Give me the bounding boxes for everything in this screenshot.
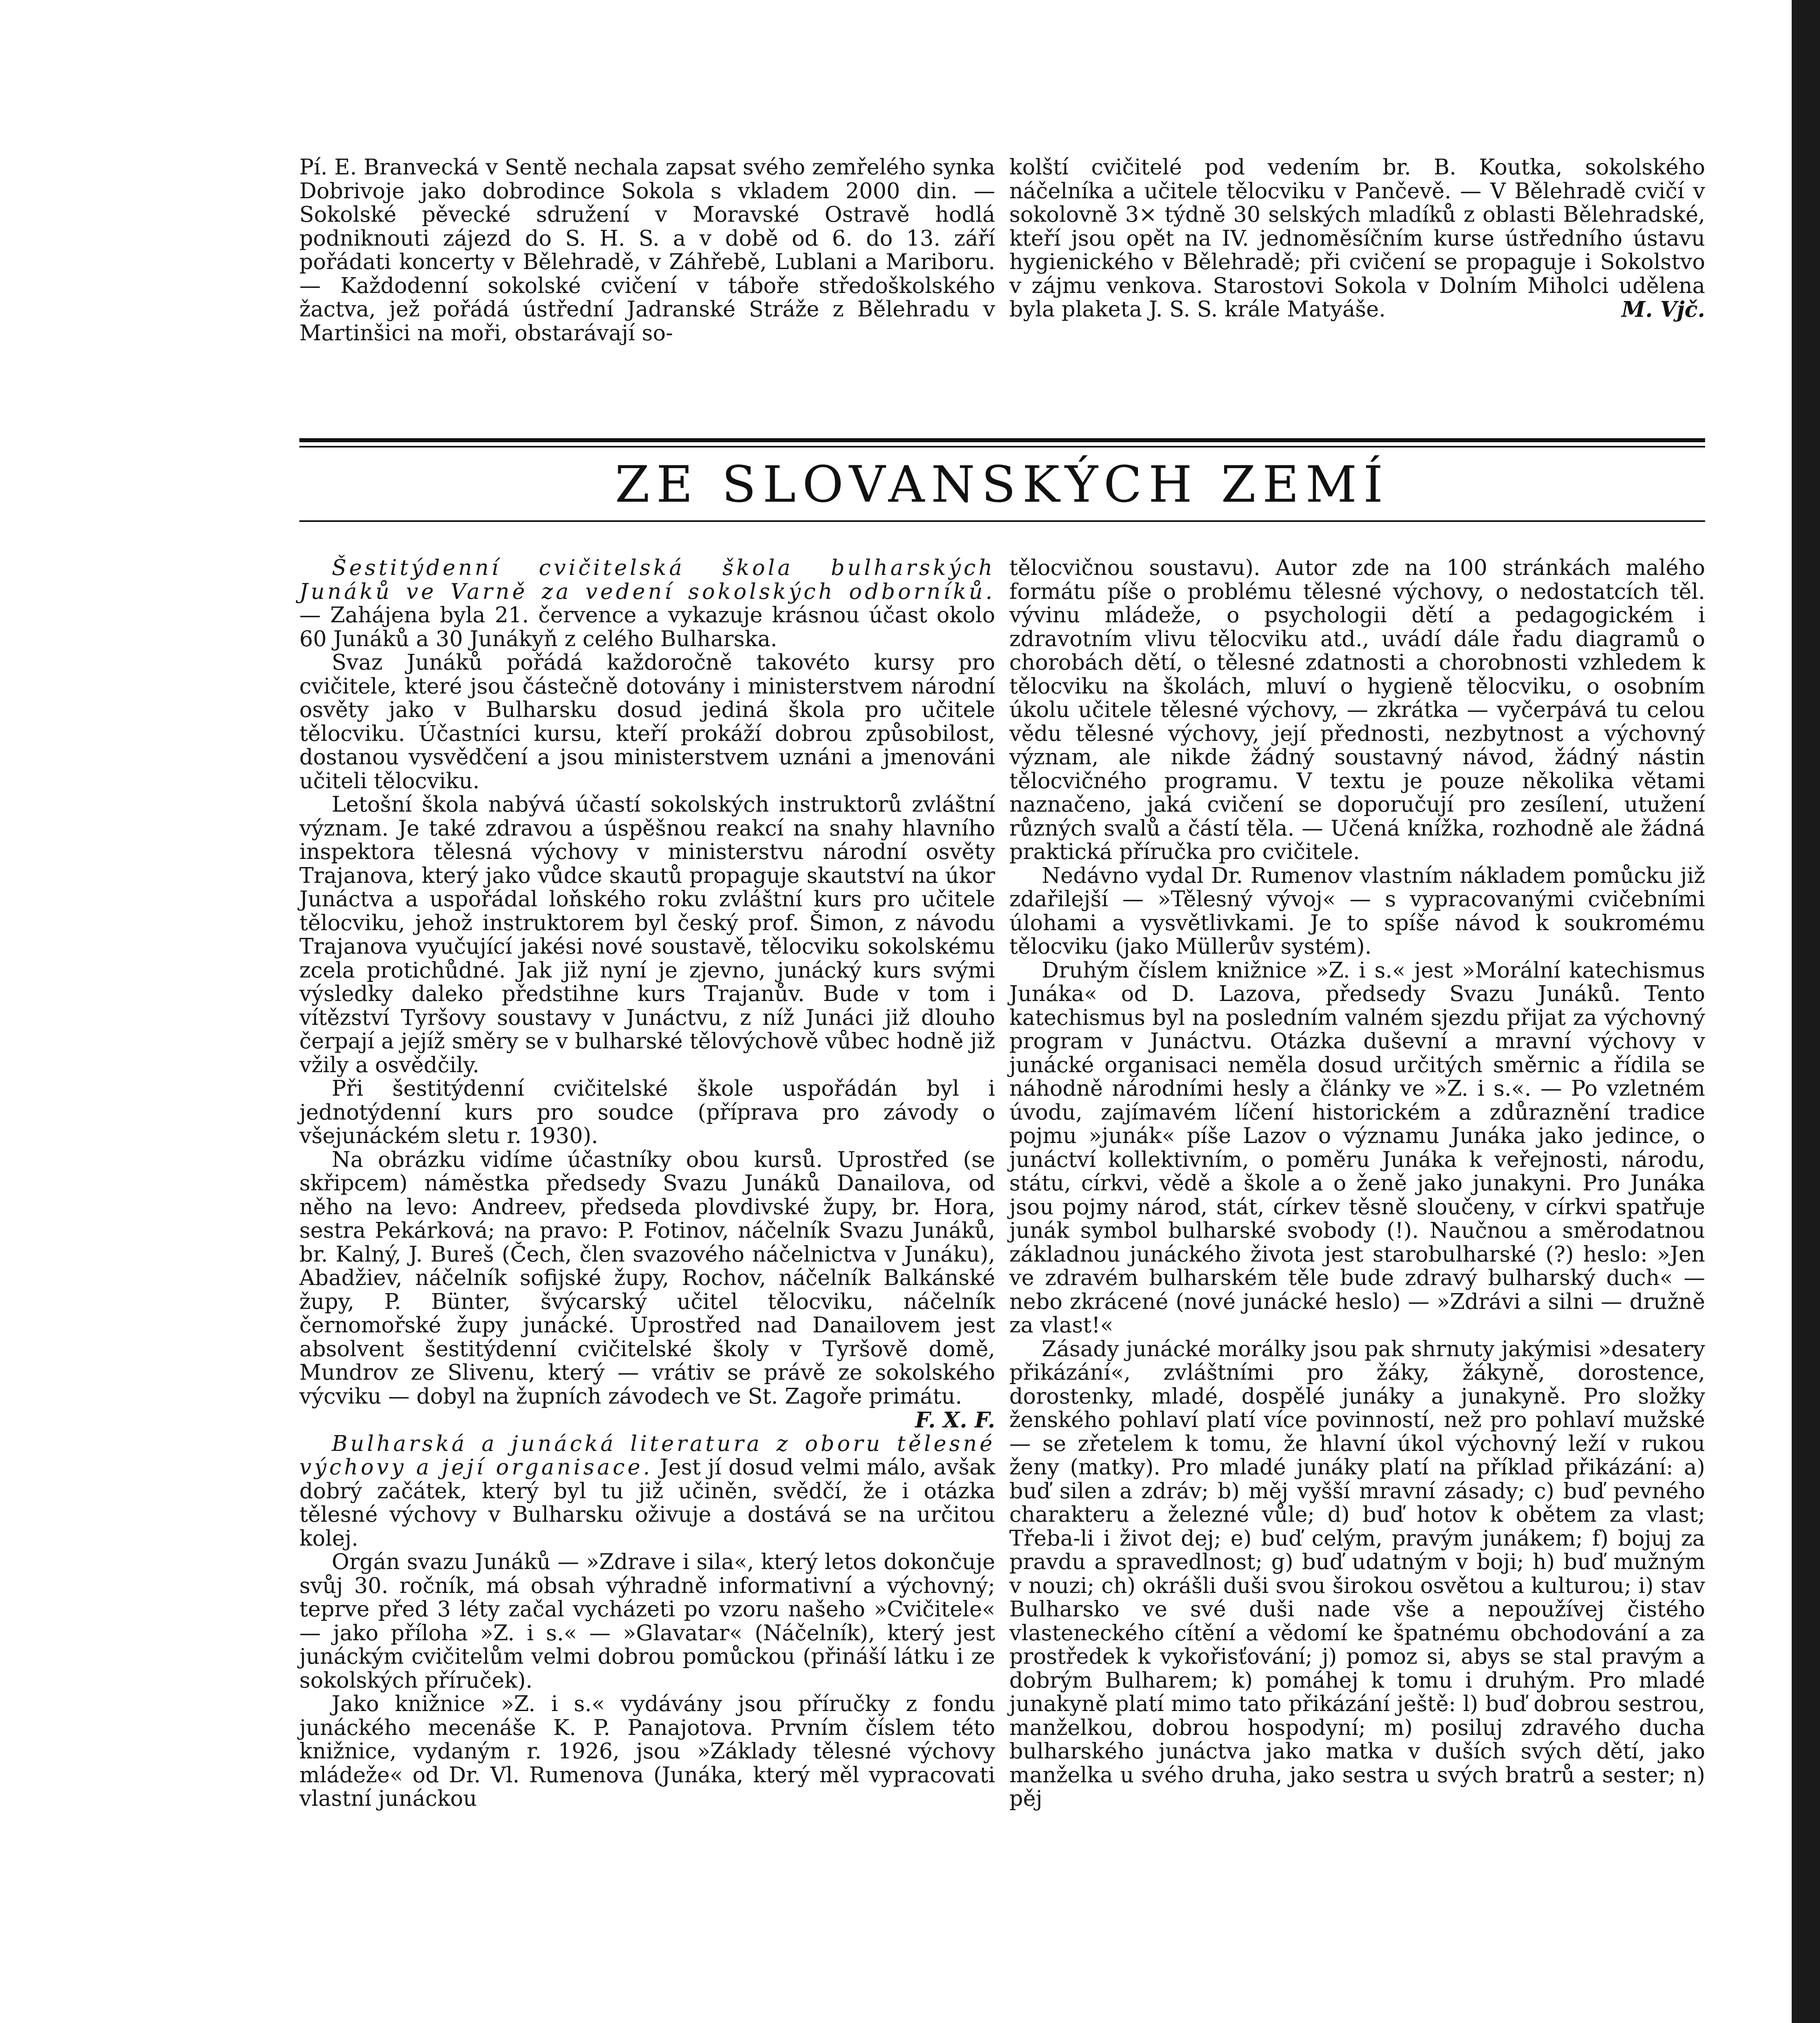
article-paragraph [299, 1147, 995, 1433]
top-left-paragraph: Pí. E. Branvecká v Sentě nechala zapsat svého zemřelého synka Dobrivoje jako dobrodince Sokola s vkladem 2000 din. — Sokolské pěvecké sdružení v Moravské Ostravě hodlá podniknouti zájezd do S. H. S. a v době od 6. do 13. září pořádati koncerty v Bělehradě, v Záhřebě, Lublani a Mariboru. — Každodenní sokolské cvičení v táboře středoškolského žactva, jež pořádá ústřední Jadranské Stráže z Bělehradu v Martinšici na moři, obstarávají so- [299, 155, 995, 346]
main-right-column [1009, 556, 1705, 1811]
section-rule-thin [299, 446, 1705, 447]
article-paragraph: Při šestitýdenní cvičitelské škole uspořádán byl i jednotýdenní kurs pro soudce (příprava pro závody o všejunáckém sletu r. 1930). [299, 1076, 995, 1148]
top-signature: M. Vjč. [1621, 297, 1705, 322]
article-paragraph [299, 1432, 995, 1551]
section-rule-thick [299, 438, 1705, 442]
article-text: — Zahájena byla 21. července a vykazuje krásnou účast okolo 60 Junáků a 30 Junákyň z celého Bulharska. [299, 603, 995, 651]
top-right-paragraph [1009, 156, 1705, 322]
article-paragraph [299, 556, 995, 651]
page-edge-shadow [1792, 0, 1820, 2023]
article-paragraph: Nedávno vydal Dr. Rumenov vlastním nákladem pomůcku již zdařilejší — »Tělesný vývoj« — s vypracovanými cvičebními úlohami a vysvětlivkami. Je to spíše návod k soukromému tělocviku (jako Müllerův systém). [1009, 863, 1705, 959]
article-paragraph: Svaz Junáků pořádá každoročně takovéto kursy pro cvičitele, které jsou částečně dotovány i ministerstvem národní osvěty jako v Bulharsku dosud jediná škola pro učitele tělocviku. Účastníci kursu, kteří prokáží dobrou způsobilost, dostanou vysvědčení a jsou ministerstvem uznáni a jmenováni učiteli tělocviku. [299, 650, 995, 793]
top-left-column [299, 156, 995, 345]
article-paragraph: Druhým číslem knižnice »Z. i s.« jest »Morální katechismus Junáka« od D. Lazova, předsedy Svazu Junáků. Tento katechismus byl na posledním valném sjezdu přijat za výchovný program v Junáctvu. Otázka duševní a mravní výchovy v junácké organisaci neměla dosud určitých směrnic a řídila se náhodně národními hesly a články ve »Z. i s.«. — Po vzletném úvodu, zajímavém líčení historickém a zdůraznění tradice pojmu »junák« píše Lazov o významu Junáka jako jedince, o junáctví kollektivním, o poměru Junáka k veřejnosti, národu, státu, církvi, vědě a škole a o ženě jako junakyni. Pro Junáka jsou pojmy národ, stát, církev těsně sloučeny, v církvi spatřuje junák symbol bulharské svobody (!). Naučnou a směrodatnou základnou junáckého života jest starobulharské (?) heslo: »Jen ve zdravém bulharském těle bude zdravý bulharský duch« — nebo zkrácené (nové junácké heslo) — »Zdrávi a silni — družně za vlast!« [1009, 958, 1705, 1338]
article-text: Na obrázku vidíme účastníky obou kursů. Uprostřed (se skřipcem) náměstka předsedy Svazu Junáků Danailova, od něho na levo: Andreev, předseda plovdivské župy, br. Hora, sestra Pekárková; na pravo: P. Fotinov, náčelník Svazu Junáků, br. Kalný, J. Bureš (Čech, člen svazového náčelnictva v Junáku), Abadžiev, náčelník sofijské župy, Rochov, náčelník Balkánské župy, P. Bünter, švýcarský učitel tělocviku, náčelník černomořské župy junácké. Uprostřed nad Danailovem jest absolvent šestitýdenní cvičitelské školy v Tyršově domě, Mundrov ze Slivenu, který — vrátiv se právě ze sokolského výcviku — dobyl na župních závodech ve St. Zagoře primátu. [299, 1147, 995, 1409]
article-heading: Bulharská a junácká literatura z oboru tělesné výchovy a její organisace. [299, 1431, 995, 1480]
article-heading: Šestitýdenní cvičitelská škola bulharských Junáků ve Varně za vedení sokolských odborníků. [299, 556, 995, 604]
top-right-text: kolští cvičitelé pod vedením br. B. Koutka, sokolského náčelníka a učitele tělocviku v Pančevě. — V Bělehradě cvičí v sokolovně 3× týdně 30 selských mladíků z oblasti Bělehradské, kteří jsou opět na IV. jednoměsíčním kurse ústředního ústavu hygienického v Bělehradě; při cvičení se propaguje i Sokolstvo v zájmu venkova. Starostovi Sokola v Dolním Miholci udělena byla plaketa J. S. S. krále Matyáše. [1009, 155, 1705, 322]
article-paragraph: Zásady junácké morálky jsou pak shrnuty jakýmisi »desatery přikázání«, zvláštními pro žáky, žákyně, dorostence, dorostenky, mladé, dospělé junáky a junakyně. Pro složky ženského pohlaví platí více povinností, než pro pohlaví mužské — se zřetelem k tomu, že hlavní úkol výchovný leží v rukou ženy (matky). Pro mladé junáky platí na příklad přikázání: a) buď silen a zdráv; b) měj vyšší mravní zásady; c) buď pevného charakteru a železné vůle; d) buď hotov k obětem za vlast; Třeba-li i život dej; e) buď celým, pravým junákem; f) bojuj za pravdu a spravedlnost; g) buď udatným v boji; h) buď mužným v nouzi; ch) okrášli duši svou širokou osvětou a kulturou; i) stav Bulharsko ve své duši nade vše a nepoužívej čistého vlasteneckého cítění a vědomí ke špatnému obchodování a za prostředek k vykořisťování; j) pomoz si, abys se stal pravým a dobrým Bulharem; k) pomáhej k tomu i druhým. Pro mladé junakyně platí mimo tato přikázání ještě: l) buď dobrou sestrou, manželkou, dobrou hospodyní; m) posiluj zdravého ducha bulharského junáctva jako matka v duších svých dětí, jako manželka u svého druha, jako sestra u svých bratrů a sester; n) pěj [1009, 1336, 1705, 1811]
article-paragraph: Jako knižnice »Z. i s.« vydávány jsou příručky z fondu junáckého mecenáše K. P. Panajotova. Prvním číslem této knižnice, vydaným r. 1926, jsou »Základy tělesné výchovy mládeže« od Dr. Vl. Rumenova (Junáka, který měl vypracovati vlastní junáckou [299, 1692, 995, 1811]
top-right-column [1009, 156, 1705, 322]
article-text: Jest jí dosud velmi málo, avšak dobrý začátek, který byl tu již učiněn, svědčí, že i otázka tělesné výchovy v Bulharsku oživuje a dostává se na určitou kolej. [299, 1455, 995, 1551]
main-left-column [299, 556, 995, 1811]
section-title: ZE SLOVANSKÝCH ZEMÍ [614, 456, 1390, 514]
article-paragraph: Orgán svazu Junáků — »Zdrave i sila«, který letos dokončuje svůj 30. ročník, má obsah výhradně informativní a výchovný; teprve před 3 léty začal vycházeti po vzoru našeho »Cvičitele« — jako příloha »Z. i s.« — »Glavatar« (Náčelník), který jest junáckým cvičitelům velmi dobrou pomůckou (přináší látku i ze sokolských příruček). [299, 1550, 995, 1693]
article-signature: F. X. F. [915, 1408, 995, 1433]
article-paragraph: tělocvičnou soustavu). Autor zde na 100 stránkách malého formátu píše o problému tělesné výchovy, o nedostatcích těl. vývinu mládeže, o psychologii dětí a pedagogickém i zdravotním vlivu tělocviku atd., uvádí dále řadu diagramů o chorobách dětí, o tělesné zdatnosti a chorobnosti vzhledem k tělocviku na školách, mluví o hygieně tělocviku, o osobním úkolu učitele tělesné výchovy, — zkrátka — vyčerpává tu celou vědu tělesné výchovy, její přednosti, nezbytnost a výchovný význam, ale nikde žádný soustavný návod, žádný nástin tělocvičného programu. V textu je pouze několika větami naznačeno, jaká cvičení se doporučují pro zesílení, utužení různých svalů a částí těla. — Učená knížka, rozhodně ale žádná praktická příručka pro cvičitele. [1009, 556, 1705, 864]
article-paragraph: Letošní škola nabývá účastí sokolských instruktorů zvláštní význam. Je také zdravou a úspěšnou reakcí na snahy hlavního inspektora tělesná výchovy v ministerstvu národní osvěty Trajanova, který jako vůdce skautů propaguje skautství na úkor Junáctva a uspořádal loňského roku zvláštní kurs pro učitele tělocviku, jehož instruktorem byl český prof. Šimon, z návodu Trajanova vyučující jakési nové soustavě, tělocviku sokolskému zcela protichůdné. Jak již nyní je zjevno, junácký kurs svými výsledky daleko předstihne kurs Trajanův. Bude v tom i vítězství Tyršovy soustavy v Junáctvu, z níž Junáci již dlouho čerpají a jejíž směry se v bulharské tělovýchově vůbec hodně již vžily a osvědčily. [299, 792, 995, 1077]
section-rule-bottom [299, 520, 1705, 522]
